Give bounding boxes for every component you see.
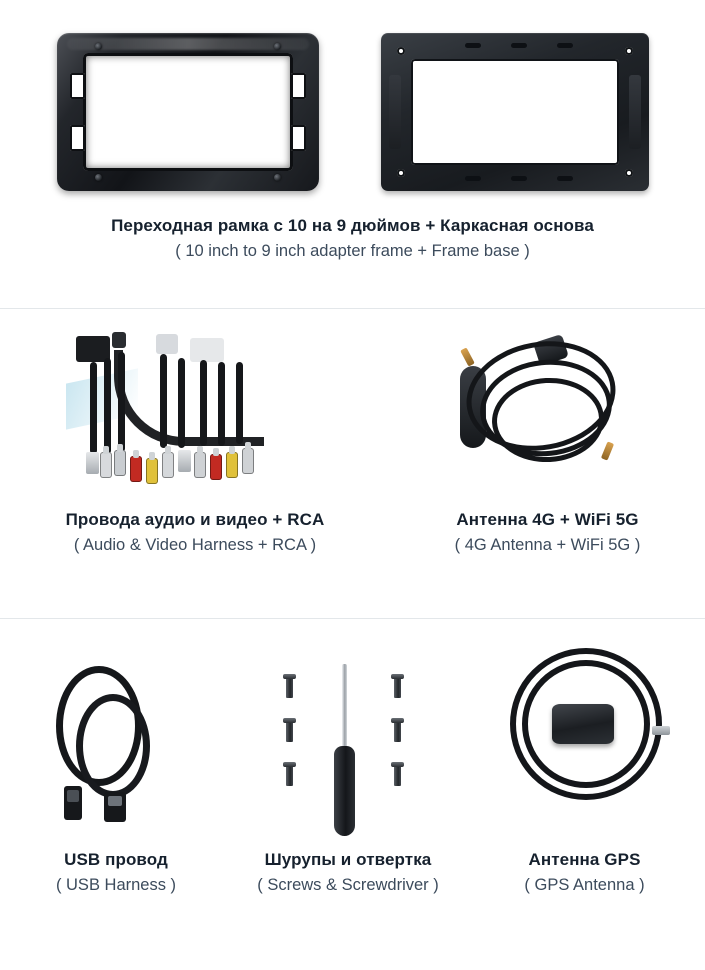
section-adapter-frame (0, 0, 705, 300)
caption-adapter-frame-en: ( 10 inch to 9 inch adapter frame + Frame base ) (175, 242, 530, 261)
audio-video-harness-rca-icon (60, 332, 340, 497)
item-4g-antenna (390, 310, 705, 555)
adapter-frame-glossy-icon (57, 33, 319, 191)
item-usb-cable (0, 620, 232, 895)
caption-screws-screwdriver-ru: Шурупы и отвертка (264, 850, 432, 869)
caption-adapter-frame-ru: Переходная рамка с 10 на 9 дюймов + Каркасная основа (111, 216, 594, 235)
caption-audio-video-harness-ru: Провода аудио и видео + RCA (65, 510, 325, 529)
gps-antenna-icon (504, 642, 674, 817)
caption-usb-cable-en: ( USB Harness ) (55, 876, 177, 895)
item-audio-video-harness (0, 310, 390, 555)
caption-gps-antenna-en: ( GPS Antenna ) (524, 876, 645, 895)
frame-base-matte-icon (381, 33, 649, 191)
caption-screws-screwdriver-en: ( Screws & Screwdriver ) (257, 876, 439, 895)
caption-4g-antenna-ru: Антенна 4G + WiFi 5G (456, 510, 639, 529)
antenna-4g-wifi-5g-icon (432, 324, 662, 499)
usb-cable-icon (52, 660, 182, 835)
item-gps-antenna (464, 620, 705, 895)
section-usb-screws-gps (0, 620, 705, 970)
caption-audio-video-harness-en: ( Audio & Video Harness + RCA ) (73, 536, 317, 555)
adapter-frame-images (0, 22, 705, 202)
caption-4g-antenna-en: ( 4G Antenna + WiFi 5G ) (454, 536, 641, 555)
item-screws-screwdriver (232, 620, 464, 895)
caption-usb-cable-ru: USB провод (64, 850, 168, 869)
section-harness-antenna (0, 310, 705, 610)
divider-1 (0, 308, 705, 309)
caption-gps-antenna-ru: Антенна GPS (528, 850, 641, 869)
divider-2 (0, 618, 705, 619)
screws-and-screwdriver-icon (260, 660, 440, 840)
